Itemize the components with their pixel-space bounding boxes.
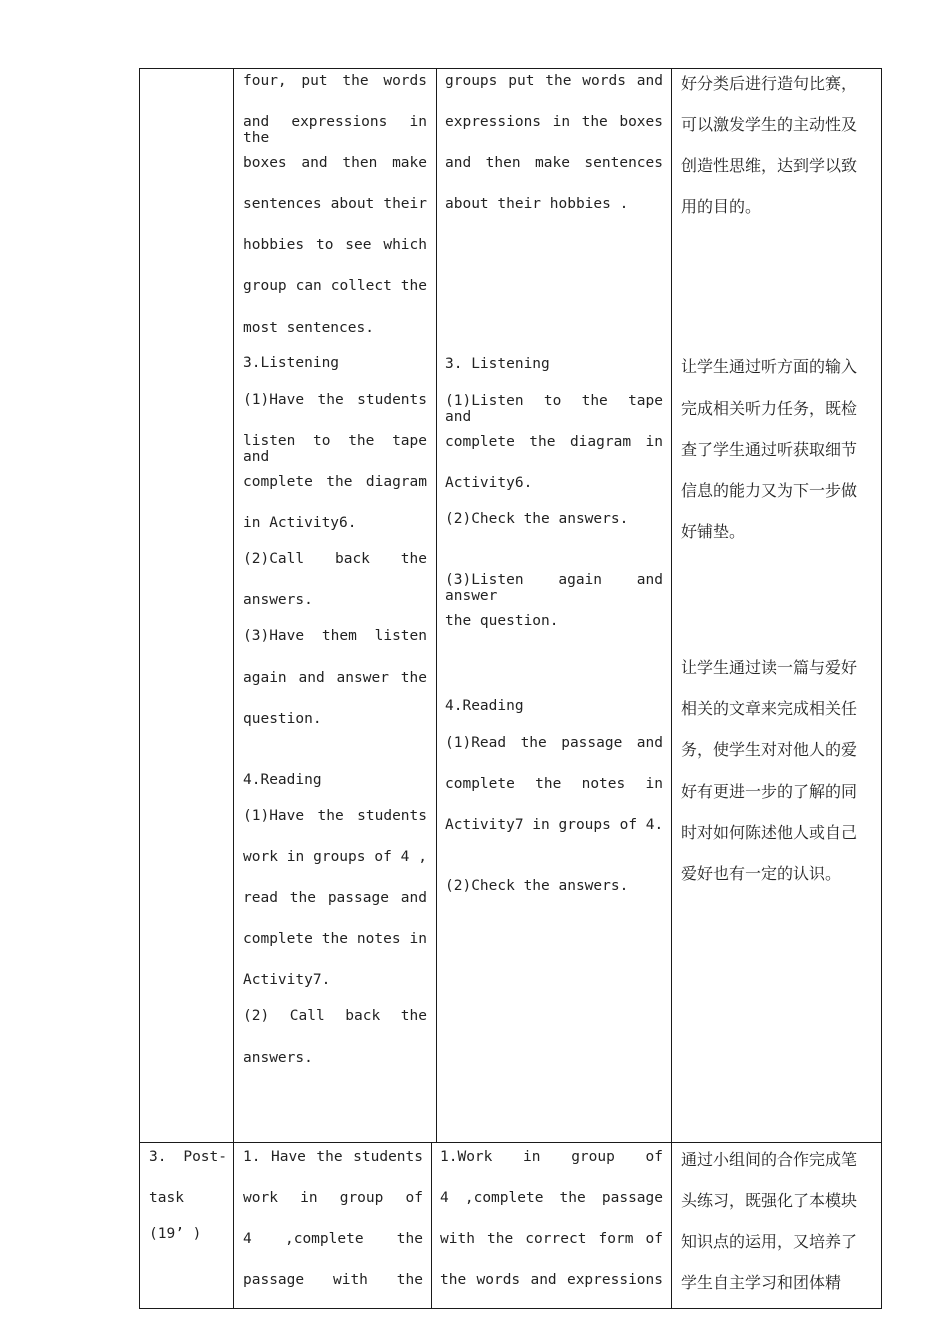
text-line: (3)Listen again and answer bbox=[445, 572, 663, 604]
section-heading-listening: 3. Listening bbox=[445, 356, 550, 372]
text-line: 爱好也有一定的认识。 bbox=[681, 864, 842, 883]
text-line: 创造性思维，达到学以致 bbox=[681, 156, 858, 175]
text-line: listen to the tape and bbox=[243, 433, 427, 465]
text-line: boxes and then make bbox=[243, 155, 427, 171]
text-line: Activity7 in groups of 4. bbox=[445, 817, 664, 833]
text-line: Activity6. bbox=[445, 475, 533, 491]
text-line: 通过小组间的合作完成笔 bbox=[681, 1150, 858, 1169]
text-line: read the passage and bbox=[243, 890, 427, 906]
text-line: hobbies to see which bbox=[243, 237, 427, 253]
text-line: (2)Check the answers. bbox=[445, 878, 629, 894]
text-line: about their hobbies . bbox=[445, 196, 629, 212]
text-line: four, put the words bbox=[243, 73, 427, 89]
text-line: with the correct form of bbox=[440, 1231, 663, 1247]
text-line: in Activity6. bbox=[243, 515, 357, 531]
stage-duration: (19’ ) bbox=[149, 1226, 202, 1242]
text-line: expressions in the boxes bbox=[445, 114, 663, 130]
text-line: 信息的能力又为下一步做 bbox=[681, 481, 858, 500]
row-divider bbox=[139, 1142, 882, 1143]
section-heading-listening: 3.Listening bbox=[243, 355, 340, 371]
text-line: and then make sentences bbox=[445, 155, 663, 171]
text-line: answers. bbox=[243, 1050, 313, 1066]
stage-label: task bbox=[149, 1190, 184, 1206]
table-border-right bbox=[881, 68, 882, 1308]
text-line: work in group of bbox=[243, 1190, 423, 1206]
text-line: 好有更进一步的了解的同 bbox=[681, 782, 858, 801]
column-divider-2-lower bbox=[431, 1142, 432, 1308]
text-line: 学生自主学习和团体精 bbox=[681, 1273, 842, 1292]
text-line: (1)Read the passage and bbox=[445, 735, 663, 751]
text-line: the question. bbox=[445, 613, 559, 629]
column-divider-2-upper bbox=[436, 68, 437, 1143]
text-line: (2)Check the answers. bbox=[445, 511, 629, 527]
text-line: 1.Work in group of bbox=[440, 1149, 663, 1165]
text-line: (3)Have them listen bbox=[243, 628, 427, 644]
text-line: again and answer the bbox=[243, 670, 427, 686]
section-heading-reading: 4.Reading bbox=[445, 698, 524, 714]
text-line: and expressions in the bbox=[243, 114, 427, 146]
column-divider-1 bbox=[233, 68, 234, 1308]
text-line: Activity7. bbox=[243, 972, 331, 988]
text-line: 头练习，既强化了本模块 bbox=[681, 1191, 858, 1210]
text-line: 好分类后进行造句比赛， bbox=[681, 74, 858, 93]
text-line: (1)Have the students bbox=[243, 392, 427, 408]
text-line: 4 ,complete the bbox=[243, 1231, 423, 1247]
text-line: (1)Have the students bbox=[243, 808, 427, 824]
text-line: work in groups of 4 , bbox=[243, 849, 427, 865]
text-line: 务，使学生对对他人的爱 bbox=[681, 740, 858, 759]
text-line: 让学生通过读一篇与爱好 bbox=[681, 658, 858, 677]
text-line: most sentences. bbox=[243, 320, 374, 336]
table-border-bottom bbox=[139, 1308, 882, 1309]
column-divider-3 bbox=[671, 68, 672, 1308]
text-line: 可以激发学生的主动性及 bbox=[681, 115, 858, 134]
text-line: 查了学生通过听获取细节 bbox=[681, 440, 858, 459]
text-line: 4 ,complete the passage bbox=[440, 1190, 663, 1206]
text-line: 知识点的运用，又培养了 bbox=[681, 1232, 858, 1251]
text-line: (1)Listen to the tape and bbox=[445, 393, 663, 425]
text-line: passage with the bbox=[243, 1272, 423, 1288]
text-line: sentences about their bbox=[243, 196, 427, 212]
text-line: complete the diagram in bbox=[445, 434, 663, 450]
text-line: question. bbox=[243, 711, 322, 727]
text-line: 1. Have the students bbox=[243, 1149, 423, 1165]
text-line: answers. bbox=[243, 592, 313, 608]
text-line: groups put the words and bbox=[445, 73, 663, 89]
text-line: group can collect the bbox=[243, 278, 427, 294]
table-border-top bbox=[139, 68, 882, 69]
table-border-left bbox=[139, 68, 140, 1308]
text-line: 时对如何陈述他人或自己 bbox=[681, 823, 858, 842]
text-line: 好铺垫。 bbox=[681, 522, 746, 541]
text-line: 相关的文章来完成相关任 bbox=[681, 699, 858, 718]
text-line: complete the diagram bbox=[243, 474, 427, 490]
text-line: 用的目的。 bbox=[681, 197, 762, 216]
section-heading-reading: 4.Reading bbox=[243, 772, 322, 788]
text-line: (2) Call back the bbox=[243, 1008, 427, 1024]
stage-label: 3. Post- bbox=[149, 1149, 227, 1165]
text-line: complete the notes in bbox=[243, 931, 427, 947]
text-line: 完成相关听力任务，既检 bbox=[681, 399, 858, 418]
text-line: (2)Call back the bbox=[243, 551, 427, 567]
text-line: 让学生通过听方面的输入 bbox=[681, 357, 858, 376]
text-line: complete the notes in bbox=[445, 776, 663, 792]
text-line: the words and expressions bbox=[440, 1272, 663, 1288]
